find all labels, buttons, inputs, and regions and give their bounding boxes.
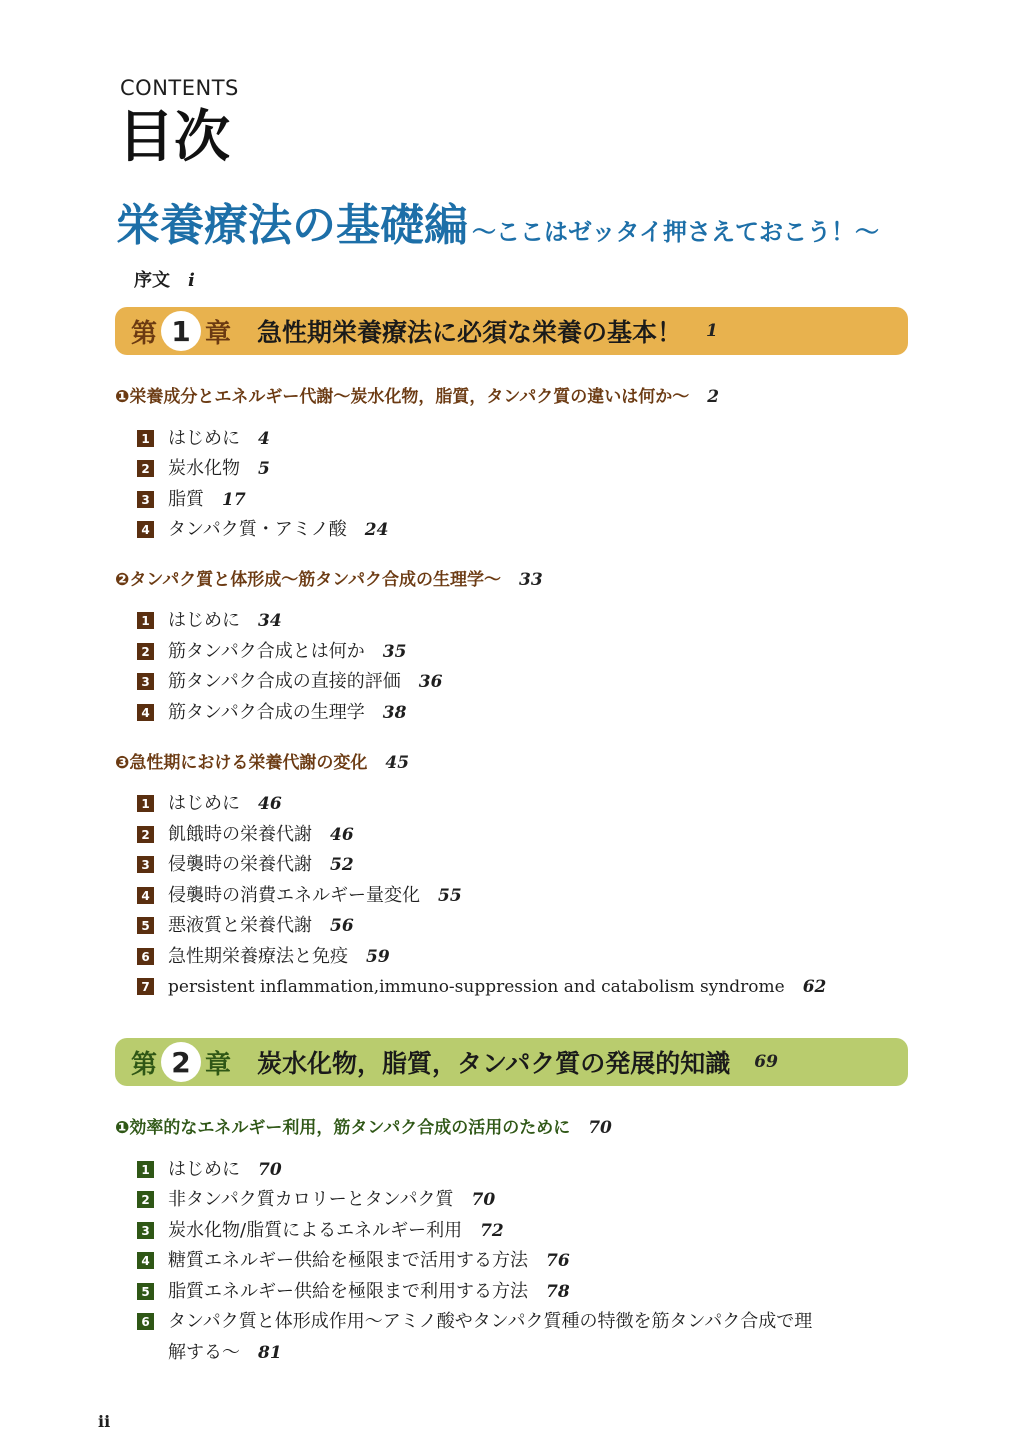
item-page: 38 <box>382 703 407 723</box>
section-heading[interactable] <box>115 565 543 590</box>
preface-entry[interactable] <box>134 266 195 292</box>
chapter-prefix: 第 <box>131 1049 158 1080</box>
item-page: 17 <box>222 490 246 510</box>
item-text: 侵襲時の栄養代謝 <box>168 854 312 875</box>
section-title: ❶栄養成分とエネルギー代謝〜炭水化物，脂質，タンパク質の違いは何か〜 <box>115 387 690 407</box>
item-text: 悪液質と栄養代謝 <box>168 915 312 936</box>
item-text: 急性期栄養療法と免疫 <box>168 946 348 967</box>
toc-item[interactable] <box>137 793 282 815</box>
toc-item[interactable] <box>137 885 462 907</box>
preface-page: i <box>188 270 195 291</box>
item-number-box: 4 <box>137 521 154 538</box>
item-text: 脂質 <box>168 489 204 510</box>
item-page: 5 <box>258 459 270 479</box>
item-number-box: 1 <box>137 795 154 812</box>
item-number-box: 1 <box>137 430 154 447</box>
item-text: 非タンパク質カロリーとタンパク質 <box>168 1189 454 1210</box>
item-text: 侵襲時の消費エネルギー量変化 <box>168 885 420 906</box>
item-number-box: 6 <box>137 948 154 965</box>
toc-item[interactable] <box>137 976 826 998</box>
item-page: 56 <box>330 916 354 936</box>
item-text: はじめに <box>168 610 240 631</box>
section-title: ❷タンパク質と体形成〜筋タンパク合成の生理学〜 <box>115 570 502 590</box>
item-text: はじめに <box>168 1159 240 1180</box>
item-text: 脂質エネルギー供給を極限まで利用する方法 <box>168 1281 528 1302</box>
part-subtitle: 〜ここはゼッタイ押さえておこう！〜 <box>472 218 880 246</box>
preface-label: 序文 <box>134 270 170 291</box>
item-text: タンパク質・アミノ酸 <box>168 519 347 540</box>
section-page: 2 <box>707 387 720 407</box>
toc-item[interactable] <box>137 610 282 632</box>
toc-item[interactable] <box>137 1281 570 1303</box>
item-page: 70 <box>258 1160 282 1180</box>
item-page: 72 <box>480 1221 504 1241</box>
chapter-number-badge: 1 <box>161 311 201 351</box>
section-heading[interactable] <box>115 382 719 407</box>
chapter-2-header[interactable] <box>115 1038 908 1086</box>
item-text: 筋タンパク合成の直接的評価 <box>168 671 401 692</box>
toc-item[interactable] <box>137 915 354 937</box>
toc-item[interactable] <box>137 1311 812 1333</box>
section-title: ❶効率的なエネルギー利用，筋タンパク合成の活用のために <box>115 1118 571 1138</box>
section-heading[interactable] <box>115 1113 612 1138</box>
item-page: 46 <box>330 825 354 845</box>
section-page: 45 <box>385 753 410 773</box>
item-text: 炭水化物/脂質によるエネルギー利用 <box>168 1220 463 1241</box>
item-number-box: 4 <box>137 887 154 904</box>
item-page: 36 <box>418 672 443 692</box>
chapter-1-header[interactable] <box>115 307 908 355</box>
toc-item-continuation[interactable] <box>168 1342 282 1364</box>
item-page: 70 <box>471 1190 496 1210</box>
chapter-number-badge: 2 <box>161 1042 201 1082</box>
toc-item[interactable] <box>137 854 354 876</box>
chapter-suffix: 章 <box>205 318 232 349</box>
toc-item[interactable] <box>137 519 388 541</box>
page-title: 目次 <box>118 105 230 170</box>
chapter-prefix: 第 <box>131 318 158 349</box>
toc-item[interactable] <box>137 428 270 450</box>
item-page: 4 <box>258 429 270 449</box>
section-title: ❸急性期における栄養代謝の変化 <box>115 753 368 773</box>
chapter-title: 炭水化物，脂質，タンパク質の発展的知識 <box>257 1049 731 1078</box>
item-number-box: 6 <box>137 1313 154 1330</box>
chapter-suffix: 章 <box>205 1049 232 1080</box>
item-page: 62 <box>802 977 827 997</box>
item-page: 46 <box>258 794 282 814</box>
item-number-box: 5 <box>137 1283 154 1300</box>
item-text: persistent inflammation,immuno-suppression and catabolism syndrome <box>168 977 785 997</box>
item-page: 59 <box>366 947 390 967</box>
item-page: 35 <box>382 642 407 662</box>
item-number-box: 2 <box>137 643 154 660</box>
item-page: 55 <box>438 886 462 906</box>
item-number-box: 3 <box>137 673 154 690</box>
toc-item[interactable] <box>137 1189 495 1211</box>
item-number-box: 3 <box>137 856 154 873</box>
item-number-box: 2 <box>137 826 154 843</box>
item-number-box: 1 <box>137 1161 154 1178</box>
item-text: 筋タンパク合成の生理学 <box>168 702 365 723</box>
item-number-box: 4 <box>137 704 154 721</box>
item-number-box: 5 <box>137 917 154 934</box>
item-page: 34 <box>258 611 282 631</box>
item-text: 筋タンパク合成とは何か <box>168 641 365 662</box>
toc-item[interactable] <box>137 489 246 511</box>
item-number-box: 7 <box>137 978 154 995</box>
item-text: 解する〜 <box>168 1342 240 1363</box>
toc-item[interactable] <box>137 1250 570 1272</box>
toc-item[interactable] <box>137 458 270 480</box>
chapter-page: 1 <box>706 321 718 341</box>
item-page: 81 <box>258 1343 282 1363</box>
item-text: 飢餓時の栄養代謝 <box>168 824 312 845</box>
toc-item[interactable] <box>137 946 390 968</box>
item-number-box: 3 <box>137 491 154 508</box>
chapter-title: 急性期栄養療法に必須な栄養の基本！ <box>257 318 683 347</box>
item-number-box: 2 <box>137 1191 154 1208</box>
toc-item[interactable] <box>137 671 442 693</box>
item-page: 76 <box>546 1251 570 1271</box>
part-title <box>116 198 879 260</box>
toc-item[interactable] <box>137 1159 282 1181</box>
toc-item[interactable] <box>137 702 406 724</box>
item-number-box: 3 <box>137 1222 154 1239</box>
item-page: 24 <box>364 520 389 540</box>
item-text: 糖質エネルギー供給を極限まで活用する方法 <box>168 1250 528 1271</box>
item-number-box: 2 <box>137 460 154 477</box>
page-number: ii <box>98 1412 111 1431</box>
toc-item[interactable] <box>137 641 406 663</box>
item-number-box: 1 <box>137 612 154 629</box>
section-page: 70 <box>588 1118 612 1138</box>
toc-item[interactable] <box>137 824 354 846</box>
item-text: 炭水化物 <box>168 458 240 479</box>
item-text: はじめに <box>168 428 240 449</box>
part-title-text: 栄養療法の基礎編 <box>116 200 468 251</box>
item-number-box: 4 <box>137 1252 154 1269</box>
item-page: 52 <box>330 855 354 875</box>
item-text: はじめに <box>168 793 240 814</box>
contents-label: CONTENTS <box>120 76 239 100</box>
chapter-page: 69 <box>754 1052 778 1072</box>
item-text: タンパク質と体形成作用〜アミノ酸やタンパク質種の特徴を筋タンパク合成で理 <box>168 1311 813 1332</box>
toc-item[interactable] <box>137 1220 504 1242</box>
section-heading[interactable] <box>115 748 409 773</box>
item-page: 78 <box>546 1282 570 1302</box>
section-page: 33 <box>519 570 543 590</box>
